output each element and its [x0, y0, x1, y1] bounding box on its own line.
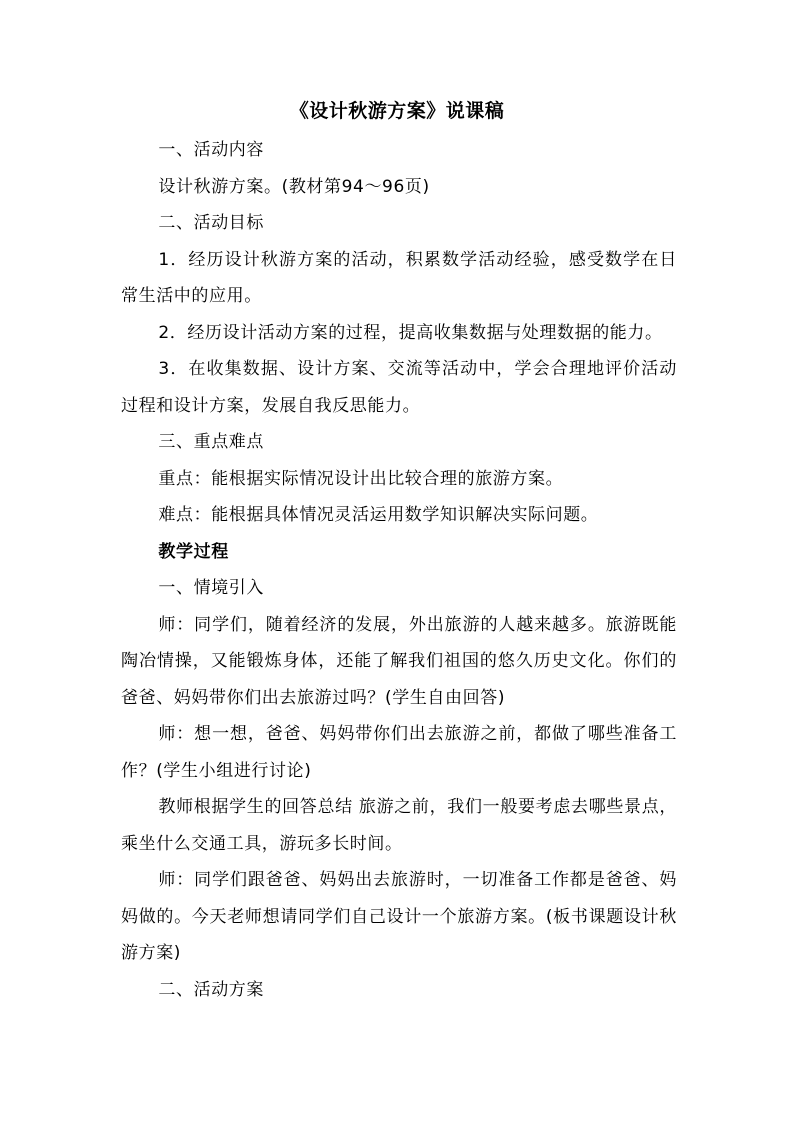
paragraph-introduction-2: 师：想一想，爸爸、妈妈带你们出去旅游之前，都做了哪些准备工作？(学生小组进行讨论) [121, 724, 677, 781]
document-body [121, 132, 677, 1008]
paragraph-goal-2: 2．经历设计活动方案的过程，提高收集数据与处理数据的能力。 [158, 322, 663, 343]
paragraph-difficulty: 难点：能根据具体情况灵活运用数学知识解决实际问题。 [158, 505, 599, 525]
paragraph-activity-content: 设计秋游方案。(教材第94～96页) [158, 176, 430, 197]
paragraph-introduction-1: 师：同学们，随着经济的发展，外出旅游的人越来越多。旅游既能陶冶情操，又能锻炼身体，还能了解我们祖国的悠久历史文化。你们的爸爸、妈妈带你们出去旅游过吗？(学生自由回答) [121, 614, 677, 708]
paragraph-key-point: 重点：能根据实际情况设计出比较合理的旅游方案。 [158, 468, 564, 489]
paragraph-introduction-4: 师：同学们跟爸爸、妈妈出去旅游时，一切准备工作都是爸爸、妈妈做的。今天老师想请同学们自己设计一个旅游方案。(板书课题设计秋游方案) [121, 870, 677, 963]
paragraph-goal-1: 1．经历设计秋游方案的活动，积累数学活动经验，感受数学在日常生活中的应用。 [121, 249, 677, 306]
section-heading-introduction: 一、情境引入 [158, 578, 264, 598]
document-title: 《设计秋游方案》说课稿 [289, 100, 505, 122]
paragraph-goal-3: 3．在收集数据、设计方案、交流等活动中，学会合理地评价活动过程和设计方案，发展自我反思能力。 [121, 359, 677, 416]
section-heading-teaching-process: 教学过程 [158, 541, 229, 562]
section-heading-key-points: 三、重点难点 [158, 432, 264, 452]
paragraph-introduction-3: 教师根据学生的回答总结 旅游之前，我们一般要考虑去哪些景点，乘坐什么交通工具，游玩多长时间。 [121, 797, 677, 854]
section-heading-activity-goals: 二、活动目标 [158, 213, 264, 233]
section-heading-activity-plan: 二、活动方案 [158, 979, 264, 1000]
section-heading-activity-content: 一、活动内容 [158, 140, 264, 160]
